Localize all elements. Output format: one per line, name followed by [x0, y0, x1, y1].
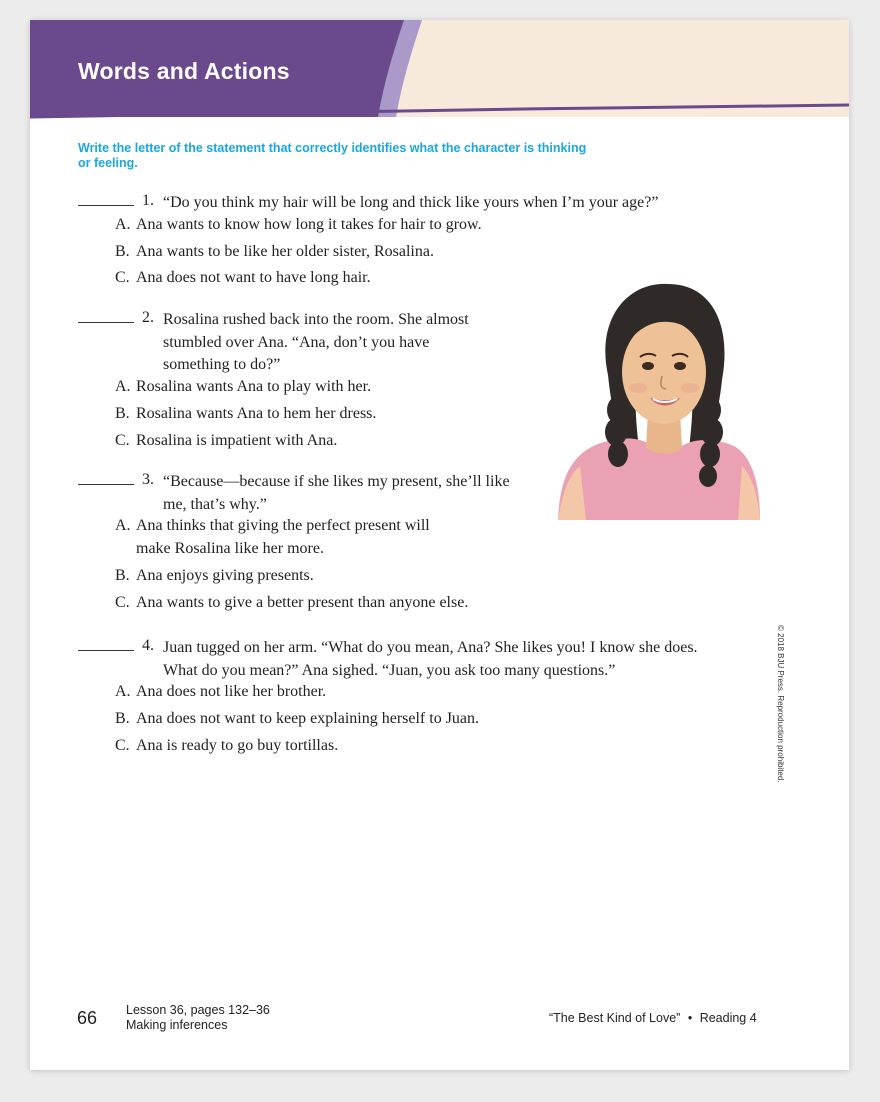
girl-illustration: [556, 280, 766, 525]
lesson-reference: [126, 1003, 270, 1033]
story-title: “The Best Kind of Love”: [549, 1011, 681, 1025]
question-number: 3.: [142, 471, 154, 488]
question-stem: “Do you think my hair will be long and thick like yours when I’m your age?”: [163, 194, 659, 211]
option-2c: C. Rosalina is impatient with Ana.: [115, 432, 338, 449]
answer-blank[interactable]: [78, 650, 134, 651]
option-4c: C. Ana is ready to go buy tortillas.: [115, 737, 339, 754]
reader-name: Reading 4: [699, 1011, 757, 1025]
instructions: Write the letter of the statement that correctly identifies what the character is thinking or feeling.: [78, 141, 587, 170]
answer-blank[interactable]: [78, 205, 134, 206]
answer-blank[interactable]: [78, 484, 134, 485]
question-stem: Juan tugged on her arm. “What do you mean, Ana? She likes you! I know she does. What do you mean?” Ana sighed. “Juan, you ask too many questions.”: [163, 639, 698, 679]
option-2a: A. Rosalina wants Ana to play with her.: [115, 378, 372, 395]
option-1a: A. Ana wants to know how long it takes for hair to grow.: [115, 216, 482, 233]
question-stem: “Because—because if she likes my present, she’ll like me, that’s why.”: [163, 473, 510, 513]
answer-blank[interactable]: [78, 322, 134, 323]
worksheet-page: Words and Actions Write the letter of the statement that correctly identifies what the character is thinking or feeling. 1. “Do you think my hair will be long and thick like yours when I’m your age?” A. Ana wants to know how long it takes for hair to grow. B. Ana wants to be like her older sister, Rosalina. C. Ana does not want to have long hair. 2. Rosalina rushed back into the room. She almost stumbled over Ana. “Ana, don’t you have something to do?” A. Rosalina wants Ana to play with her. B. Rosalina wants Ana to hem her dress. C. Rosalina is impatient with Ana. 3. “Because—because if she likes my present, she’ll like me, that’s why.” A. Ana thinks that giving the perfect present will make Rosalina like her more. B. Ana enjoys giving presents. C. Ana wants to give a better present than anyone else. 4. Juan tugged on her arm. “What do you mean, Ana? She likes you! I know she does. What do you mean?” Ana sighed. “Juan, you ask too many questions.” A. Ana does not like her brother. B. Ana does not want to keep explaining herself to Juan. C. Ana is ready to go buy tortillas. © 2018 BJU Press. Reproduction prohibited. 66 Lesson 36, pages 132–36 Making inferences “The Best Kind of Love” • Reading 4: [30, 20, 849, 1070]
lesson-skill: Making inferences: [126, 1018, 228, 1032]
option-4a: A. Ana does not like her brother.: [115, 683, 327, 700]
lesson-pages: Lesson 36, pages 132–36: [126, 1003, 270, 1017]
question-number: 2.: [142, 309, 154, 326]
page-title: Words and Actions: [78, 58, 290, 84]
question-number: 4.: [142, 637, 154, 654]
question-number: 1.: [142, 192, 154, 209]
option-3a: A. Ana thinks that giving the perfect present will: [115, 517, 430, 534]
option-3c: C. Ana wants to give a better present than anyone else.: [115, 594, 469, 611]
question-stem: Rosalina rushed back into the room. She almost stumbled over Ana. “Ana, don’t you have something to do?”: [163, 311, 469, 373]
option-2b: B. Rosalina wants Ana to hem her dress.: [115, 405, 377, 422]
footer-separator: •: [687, 1011, 693, 1025]
option-1c: C. Ana does not want to have long hair.: [115, 269, 371, 286]
page-number: 66: [77, 1008, 98, 1028]
story-reference: [549, 1011, 757, 1025]
option-1b: B. Ana wants to be like her older sister, Rosalina.: [115, 243, 434, 260]
option-3b: B. Ana enjoys giving presents.: [115, 567, 314, 584]
option-3a-continued: make Rosalina like her more.: [136, 540, 324, 557]
option-4b: B. Ana does not want to keep explaining herself to Juan.: [115, 710, 480, 727]
